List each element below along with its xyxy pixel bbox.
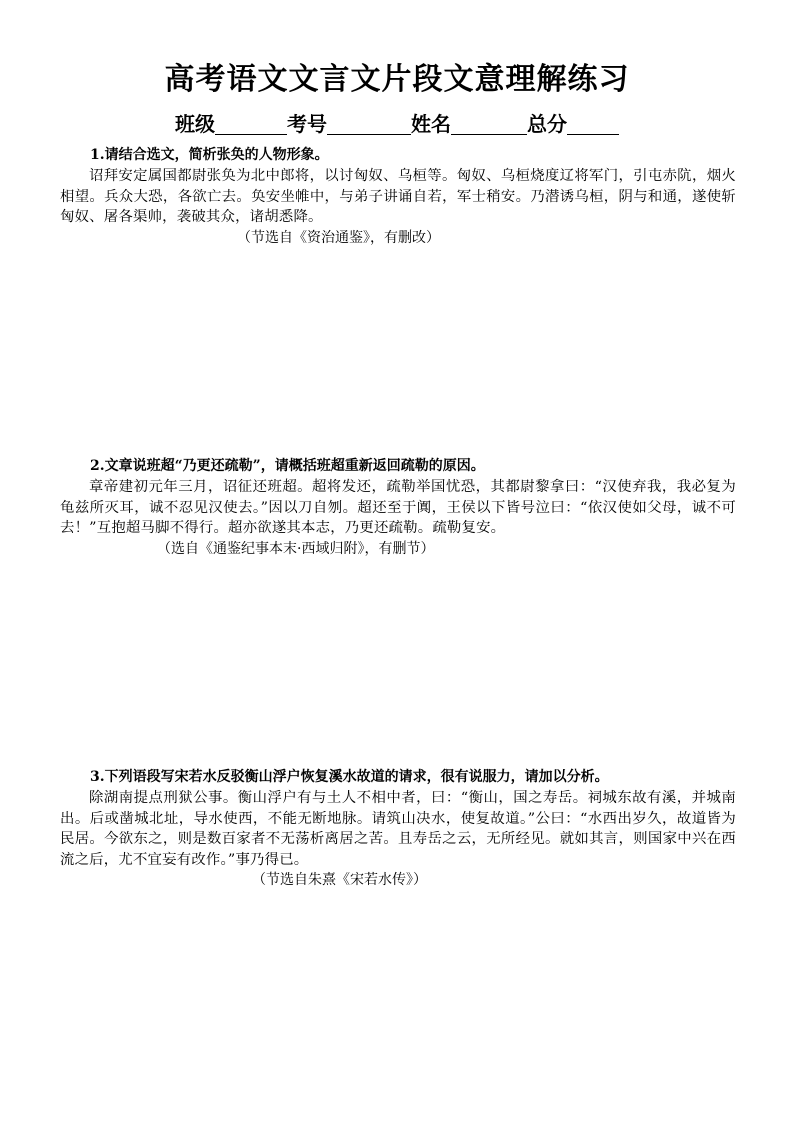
question-passage: 诏拜安定属国都尉张奂为北中郎将，以讨匈奴、乌桓等。匈奴、乌桓烧度辽将军门，引屯赤阬，烟火相望。兵众大恐，各欲亡去。奂安坐帷中，与弟子讲诵自若，军士稍安。乃潜诱乌桓，阴与和通，遂使斩匈奴、屠各渠帅，袭破其众，诸胡悉降。 [60, 168, 736, 225]
name-label: 姓名 [411, 112, 451, 136]
total-score-blank [567, 114, 619, 135]
passage-source: （节选自《资治通鉴》，有删改） [237, 229, 440, 246]
class-blank [215, 114, 287, 135]
total-score-label: 总分 [527, 112, 567, 136]
name-blank [451, 114, 527, 135]
passage-source: （选自《通鉴纪事本末·西域归附》，有删节） [157, 540, 435, 557]
passage-source: （节选自朱熹《宋若水传》） [252, 872, 427, 888]
question-2 [60, 456, 736, 560]
student-info-line [0, 109, 794, 139]
question-3 [60, 767, 736, 891]
exam-number-blank [327, 114, 411, 135]
question-passage: 除湖南提点刑狱公事。衡山浮户有与土人不相中者，曰：“衡山，国之寿岳。祠城东故有溪，并城南出。后或凿城北址，导水使西，不能无断地脉。请筑山决水，使复故道。”公曰：“水西出岁久，故道皆为民居。今欲东之，则是数百家者不无荡析离居之苦。且寿岳之云，无所经见。就如其言，则国家中兴在西流之后，尤不宜妄有改作。”事乃得已。 [60, 790, 736, 868]
question-passage: 章帝建初元年三月，诏征还班超。超将发还，疏勒举国忧恐，其都尉黎拿曰：“汉使弃我，我必复为龟兹所灭耳，诚不忍见汉使去。”因以刀自刎。超还至于阗，王侯以下皆号泣曰：“依汉使如父母，诚不可去！”互抱超马脚不得行。超亦欲遂其本志，乃更还疏勒。疏勒复安。 [60, 479, 736, 536]
exam-number-label: 考号 [287, 112, 327, 136]
question-prompt: 2.文章说班超“乃更还疏勒”，请概括班超重新返回疏勒的原因。 [90, 458, 485, 474]
class-label: 班级 [175, 112, 215, 136]
question-prompt: 1.请结合选文，简析张奂的人物形象。 [90, 147, 329, 163]
page-title: 高考语文文言文片段文意理解练习 [164, 62, 630, 97]
question-prompt: 3.下列语段写宋若水反驳衡山浮户恢复溪水故道的请求，很有说服力，请加以分析。 [90, 769, 609, 785]
question-1 [60, 145, 736, 249]
